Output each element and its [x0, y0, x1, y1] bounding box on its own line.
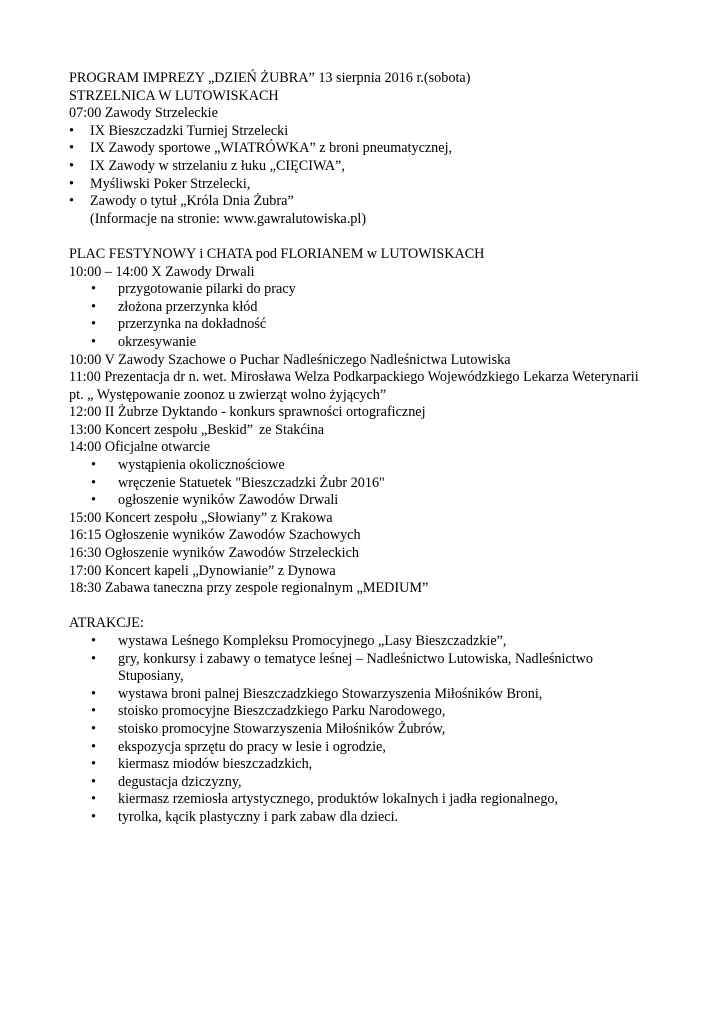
list-item: • Zawody o tytuł „Króla Dnia Żubra”	[69, 193, 689, 211]
list-item: • IX Zawody sportowe „WIATRÓWKA” z broni pneumatycznej,	[69, 140, 689, 158]
schedule-line: 11:00 Prezentacja dr n. wet. Mirosława Welza Podkarpackiego Wojewódzkiego Lekarza Weterynarii	[69, 369, 639, 386]
list-item: • wystąpienia okolicznościowe	[69, 457, 689, 475]
section-heading-plac: PLAC FESTYNOWY i CHATA pod FLORIANEM w LUTOWISKACH	[69, 245, 485, 262]
schedule-line	[69, 422, 689, 440]
schedule-line-continuation: pt. „ Występowanie zoonoz u zwierząt wolno żyjących”	[69, 386, 387, 403]
list-item: • degustacja dziczyzny,	[69, 774, 689, 792]
list-item: • kiermasz miodów bieszczadzkich,	[69, 756, 689, 774]
list-item: • ogłoszenie wyników Zawodów Drwali	[69, 492, 689, 510]
section-heading-strzelnica: STRZELNICA W LUTOWISKACH	[69, 87, 279, 104]
opening-events-list	[69, 457, 689, 510]
list-item: • przygotowanie pilarki do pracy	[69, 281, 689, 299]
attractions-list	[69, 633, 689, 827]
schedule-line: 14:00 Oficjalne otwarcie	[69, 439, 211, 456]
schedule-line: 07:00 Zawody Strzeleckie	[69, 105, 218, 122]
info-note: (Informacje na stronie: www.gawralutowiska.pl)	[90, 210, 367, 227]
beskid-concert-origin: ze Stakćina	[259, 421, 324, 438]
list-item: • stoisko promocyjne Bieszczadzkiego Parku Narodowego,	[69, 703, 689, 721]
document-title: PROGRAM IMPREZY „DZIEŃ ŻUBRA” 13 sierpnia 2016 r.(sobota)	[69, 70, 471, 86]
schedule-line: 12:00 II Żubrze Dyktando - konkurs sprawności ortograficznej	[69, 404, 426, 421]
list-item: • Myśliwski Poker Strzelecki,	[69, 176, 689, 194]
list-item: • stoisko promocyjne Stowarzyszenia Miłośników Żubrów,	[69, 721, 689, 739]
list-item: • wystawa Leśnego Kompleksu Promocyjnego „Lasy Bieszczadzkie”,	[69, 633, 689, 651]
list-item: • wręczenie Statuetek "Bieszczadzki Żubr 2016"	[69, 475, 689, 493]
schedule-line: 15:00 Koncert zespołu „Słowiany” z Krakowa	[69, 509, 333, 526]
beskid-concert-text: 13:00 Koncert zespołu „Beskid”	[69, 421, 253, 438]
document-page	[69, 70, 689, 827]
list-item: • okrzesywanie	[69, 334, 689, 352]
lumberjack-events-list	[69, 281, 689, 351]
list-item: • złożona przerzynka kłód	[69, 299, 689, 317]
list-item: • tyrolka, kącik plastyczny i park zabaw dla dzieci.	[69, 809, 689, 827]
list-item: • ekspozycja sprzętu do pracy w lesie i ogrodzie,	[69, 739, 689, 757]
schedule-line: 16:15 Ogłoszenie wyników Zawodów Szachowych	[69, 527, 361, 544]
schedule-line: 10:00 V Zawody Szachowe o Puchar Nadleśniczego Nadleśnictwa Lutowiska	[69, 351, 511, 368]
list-item: • kiermasz rzemiosła artystycznego, produktów lokalnych i jadła regionalnego,	[69, 791, 689, 809]
section-heading-atrakcje: ATRAKCJE:	[69, 615, 144, 632]
schedule-line: 18:30 Zabawa taneczna przy zespole regionalnym „MEDIUM”	[69, 580, 429, 597]
schedule-line: 10:00 – 14:00 X Zawody Drwali	[69, 263, 255, 280]
list-item: • przerzynka na dokładność	[69, 316, 689, 334]
shooting-events-list	[69, 123, 689, 211]
list-item: • wystawa broni palnej Bieszczadzkiego Stowarzyszenia Miłośników Broni,	[69, 686, 689, 704]
list-item: • IX Bieszczadzki Turniej Strzelecki	[69, 123, 689, 141]
list-item: • gry, konkursy i zabawy o tematyce leśnej – Nadleśnictwo Lutowiska, Nadleśnictwo Stuposiany,	[69, 651, 689, 686]
schedule-line: 16:30 Ogłoszenie wyników Zawodów Strzeleckich	[69, 545, 359, 562]
schedule-line: 17:00 Koncert kapeli „Dynowianie” z Dynowa	[69, 562, 336, 579]
list-item: • IX Zawody w strzelaniu z łuku „CIĘCIWA”,	[69, 158, 689, 176]
